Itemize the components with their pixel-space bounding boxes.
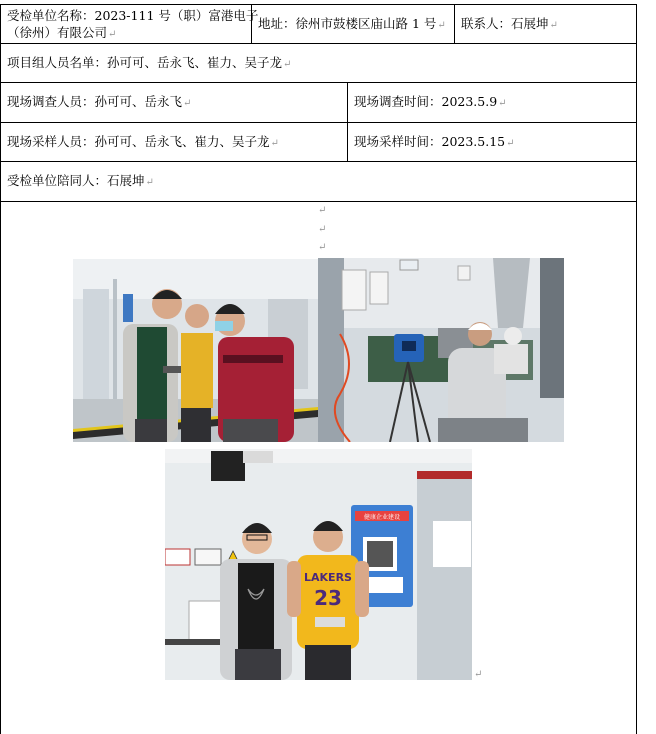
photo-sampling-image [318,258,564,442]
unit-name-text-line2: （徐州）有限公司 [7,25,108,40]
sampling-time-text: 现场采样时间：2023.5.15 [354,134,506,149]
companion-text: 受检单位陪同人：石展坤 [7,173,145,188]
cell-sampling-people [1,123,347,161]
table-row-sampling [1,123,636,162]
paragraph-mark-icon: ↵ [506,138,515,149]
cell-unit-name [1,5,259,43]
paragraph-mark-icon: ↵ [318,224,327,235]
cell-sampling-time [347,123,636,161]
table-row-unit [1,5,636,44]
cell-contact [454,5,636,43]
paragraph-mark-icon: ↵ [183,98,192,109]
table-row-companion [1,162,636,202]
table-row-survey [1,83,636,123]
sampling-people-text: 现场采样人员：孙可可、岳永飞、崔力、吴子龙 [7,134,270,149]
paragraph-mark-icon: ↵ [474,669,483,680]
cell-survey-time [347,83,636,122]
survey-time-text: 现场调查时间：2023.5.9 [354,94,498,109]
photo-companions-image [165,449,472,680]
paragraph-mark-icon: ↵ [270,138,279,149]
contact-text: 联系人：石展坤 [461,16,549,31]
poster-title: 健康企业建设 [363,514,401,521]
cell-address [251,5,454,43]
photo-survey [73,259,318,442]
paragraph-mark-icon: ↵ [437,20,446,31]
paragraph-mark-icon: ↵ [498,98,507,109]
paragraph-mark-icon: ↵ [108,29,117,40]
unit-name-text: 受检单位名称：2023-111 号（职）富港电子 [7,8,259,23]
jersey-number: 23 [314,586,342,610]
jersey-brand: LAKERS [304,571,352,584]
photo-sampling [318,258,564,442]
photo-survey-image [73,259,318,442]
photo-companions [165,449,472,680]
table-row-members [1,44,636,83]
cell-survey-people [1,83,347,122]
members-text: 项目组人员名单：孙可可、岳永飞、崔力、吴子龙 [7,55,283,70]
paragraph-mark-icon: ↵ [283,59,292,70]
survey-people-text: 现场调查人员：孙可可、岳永飞 [7,94,183,109]
paragraph-mark-icon: ↵ [318,242,327,253]
address-text: 地址：徐州市鼓楼区庙山路 1 号 [258,16,437,31]
paragraph-mark-icon: ↵ [549,20,558,31]
paragraph-mark-icon: ↵ [145,177,154,188]
paragraph-mark-icon: ↵ [318,205,327,216]
